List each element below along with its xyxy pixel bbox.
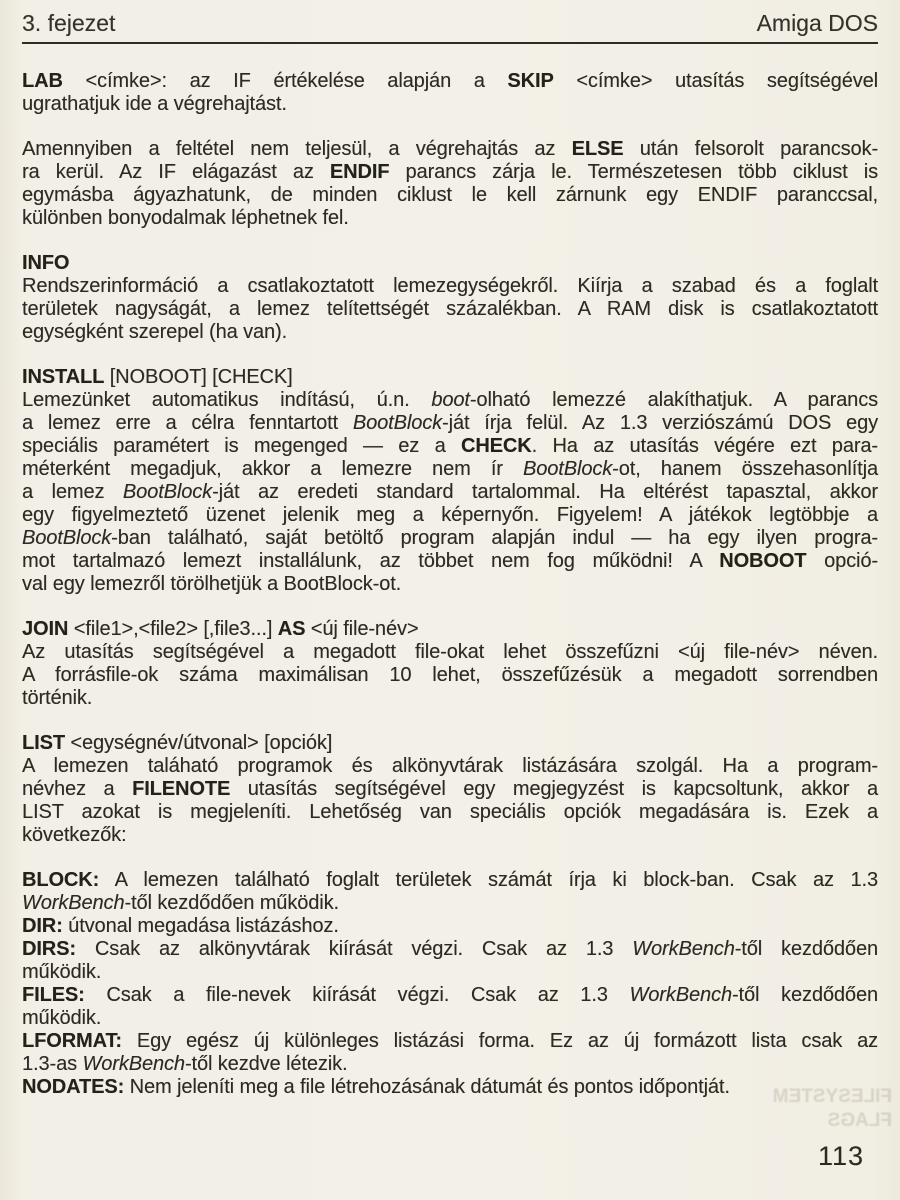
text-line: DIRS: Csak az alkönyvtárak kiírását végzi. Csak az 1.3 WorkBench-től kezdődően (22, 938, 878, 960)
text-line: val egy lemezről törölhetjük a BootBlock-ot. (22, 573, 402, 595)
list-item-files (22, 984, 878, 1030)
text-line: LAB <címke>: az IF értékelése alapján a SKIP <címke> utasítás segítségével (22, 70, 878, 92)
text-line: INFO (22, 252, 70, 274)
bleed-through-line: FLAGS (827, 1110, 892, 1131)
paragraph-if-else (22, 138, 878, 230)
text-line: egységként szerepel (ha van). (22, 321, 288, 343)
text-line: történik. (22, 687, 93, 709)
text-line: FILES: Csak a file-nevek kiírását végzi. Csak az 1.3 WorkBench-től kezdődően (22, 984, 879, 1006)
text-line: területek nagyságát, a lemez telítettségét százalékban. A RAM disk is csatlakoztatott (22, 298, 878, 320)
text-line: JOIN <file1>,<file2> [,file3...] AS <új file-név> (22, 618, 419, 640)
list-item-dirs (22, 938, 878, 984)
bleed-through-line: FILESYSTEM (772, 1086, 892, 1107)
text-line: DIR: útvonal megadása listázáshoz. (22, 915, 339, 937)
paragraph-list (22, 755, 878, 847)
text-line: 1.3-as WorkBench-től kezdve létezik. (22, 1053, 348, 1075)
chapter-header: 3. fejezet (22, 10, 116, 36)
text-line: Lemezünket automatikus indítású, ú.n. boot-olható lemezzé alakíthatjuk. A parancs (22, 389, 878, 411)
text-line: a lemez BootBlock-ját az eredeti standard tartalommal. Ha eltérést tapasztal, akkor (22, 481, 878, 503)
heading-info (22, 252, 878, 275)
text-line: A forrásfile-ok száma maximálisan 10 lehet, összefűzésük a megadott sorrendben (22, 664, 878, 686)
text-line: LIST azokat is megjeleníti. Lehetőség van speciális opciók megadására is. Ezek a (22, 801, 878, 823)
text-line: mot tartalmazó lemezt installálunk, az többet nem fog működni! A NOBOOT opció- (22, 550, 878, 572)
text-line: méterként megadjuk, akkor a lemezre nem ír BootBlock-ot, hanem összehasonlítja (22, 458, 878, 480)
paragraph-join (22, 641, 878, 710)
text-line: WorkBench-től kezdődően működik. (22, 892, 339, 914)
text-line: egymásba ágyazhatunk, de minden ciklust le kell zárnunk egy ENDIF paranccsal, (22, 184, 878, 206)
text-line: különben bonyodalmak léphetnek fel. (22, 207, 349, 229)
text-line: a lemez erre a célra fenntartott BootBlock-ját írja felül. Az 1.3 verziószámú DOS egy (22, 412, 878, 434)
text-line: BLOCK: A lemezen található foglalt területek számát írja ki block-ban. Csak az 1.3 (22, 869, 878, 891)
paragraph-install (22, 389, 878, 596)
text-line: INSTALL [NOBOOT] [CHECK] (22, 366, 293, 388)
text-line: BootBlock-ban található, saját betöltő program alapján indul — ha egy ilyen progra- (22, 527, 878, 549)
list-item-lformat (22, 1030, 878, 1076)
list-item-block (22, 869, 878, 915)
text-line: egy figyelmeztető üzenet jelenik meg a képernyőn. Figyelem! A játékok legtöbbje a (22, 504, 878, 526)
heading-install (22, 366, 878, 389)
heading-join (22, 618, 878, 641)
text-line: LIST <egységnév/útvonal> [opciók] (22, 732, 333, 754)
text-line: LFORMAT: Egy egész új különleges listázási forma. Ez az új formázott lista csak az (22, 1030, 878, 1052)
paragraph-lab (22, 70, 878, 116)
paragraph-info (22, 275, 878, 344)
page-body (22, 44, 878, 1099)
text-line: Amennyiben a feltétel nem teljesül, a végrehajtás az ELSE után felsorolt parancsok- (22, 138, 879, 160)
text-line: Rendszerinformáció a csatlakoztatott lemezegységekről. Kiírja a szabad és a foglalt (22, 275, 878, 297)
text-line: Az utasítás segítségével a megadott file-okat lehet összefűzni <új file-név> néven. (22, 641, 878, 663)
page-number: 113 (817, 1141, 864, 1171)
text-line: működik. (22, 961, 102, 983)
text-line: névhez a FILENOTE utasítás segítségével egy megjegyzést is kapcsoltunk, akkor a (22, 778, 878, 800)
page-header (22, 10, 878, 44)
list-item-nodates (22, 1076, 878, 1099)
book-title-header: Amiga DOS (756, 10, 878, 36)
text-line: ra kerül. Az IF elágazást az ENDIF parancs zárja le. Természetesen több ciklust is (22, 161, 878, 183)
text-line: A lemezen taláható programok és alkönyvtárak listázására szolgál. Ha a program- (22, 755, 878, 777)
text-line: következők: (22, 824, 127, 846)
list-item-dir (22, 915, 878, 938)
text-line: ugrathatjuk ide a végrehajtást. (22, 93, 287, 115)
heading-list (22, 732, 878, 755)
text-line: működik. (22, 1007, 102, 1029)
text-line: NODATES: Nem jeleníti meg a file létrehozásának dátumát és pontos időpontját. (22, 1076, 730, 1098)
text-line: speciális paramétert is megenged — ez a CHECK. Ha az utasítás végére ezt para- (22, 435, 878, 457)
